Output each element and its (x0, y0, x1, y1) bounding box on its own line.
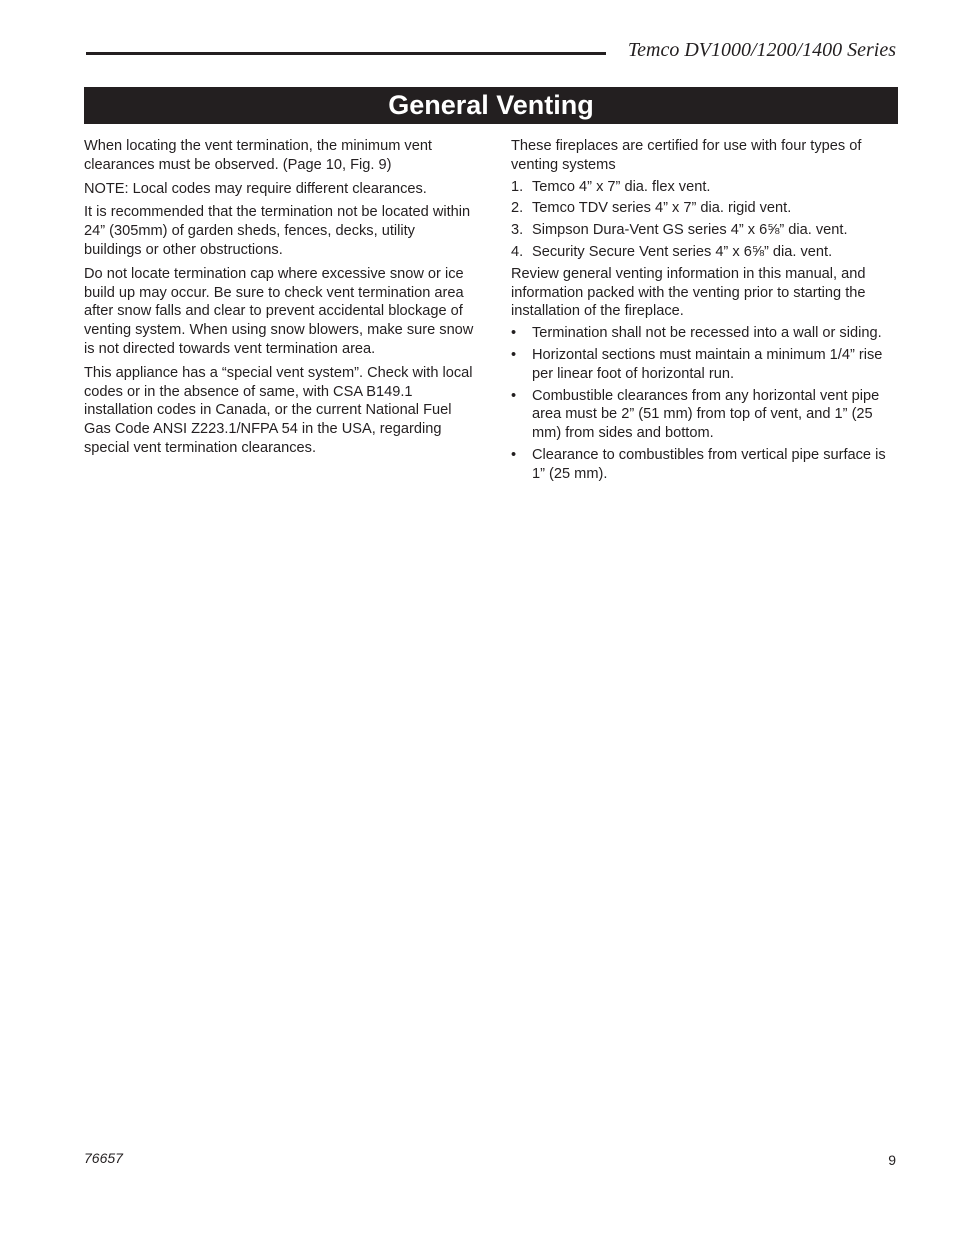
paragraph-local-codes-note: NOTE: Local codes may require different clearances. (84, 180, 427, 197)
header-title: Temco DV1000/1200/1400 Series (627, 39, 896, 61)
header-rule (86, 52, 606, 55)
page-number: 9 (888, 1152, 896, 1168)
list-item-text: Temco TDV series 4” x 7” dia. rigid vent. (532, 200, 792, 217)
paragraph-snow-warning: Do not locate termination cap where excessive snow or ice build up may occur. Be sure to check vent termination area after snow falls and clear to prevent accidental blockage of venting system. When using snow blowers, make sure snow is not directed towards vent termination area. (84, 265, 474, 357)
right-column (511, 137, 901, 487)
list-item-text: Horizontal sections must maintain a minimum 1/4” rise per linear foot of horizontal run. (532, 346, 883, 382)
list-item-text: Clearance to combustibles from vertical pipe surface is 1” (25 mm). (532, 446, 886, 482)
list-item-text: Temco 4” x 7” dia. flex vent. (532, 178, 711, 195)
venting-rules-list (511, 324, 901, 483)
list-item-text: Termination shall not be recessed into a wall or siding. (532, 325, 882, 342)
paragraph-special-vent-system: This appliance has a “special vent system”. Check with local codes or in the absence of same, with CSA B149.1 installation codes in Canada, or the current National Fuel Gas Code ANSI Z223.1/NFPA 54 in the USA, regarding special vent termination clearances. (84, 364, 473, 456)
paragraph-venting-intro: These fireplaces are certified for use with four types of venting systems (511, 138, 862, 173)
list-item (511, 243, 901, 262)
list-number: 1. (511, 178, 524, 195)
list-item (511, 324, 901, 343)
list-number: 2. (511, 200, 524, 217)
bullet-marker: • (511, 446, 517, 463)
paragraph-review-info: Review general venting information in this manual, and information packed with the venting prior to starting the installation of the fireplace. (511, 265, 866, 320)
list-item (511, 221, 901, 240)
bullet-marker: • (511, 325, 517, 342)
section-title: General Venting (84, 87, 898, 124)
list-item (511, 346, 901, 384)
list-number: 3. (511, 222, 524, 239)
bullet-marker: • (511, 387, 517, 404)
list-item (511, 178, 901, 197)
paragraph-vent-clearances: When locating the vent termination, the minimum vent clearances must be observed. (Page 10, Fig. 9) (84, 138, 432, 173)
list-item-text: Simpson Dura-Vent GS series 4” x 6⅝” dia. vent. (532, 222, 848, 239)
bullet-marker: • (511, 346, 517, 363)
venting-types-list (511, 178, 901, 262)
left-column (84, 137, 474, 463)
list-item (511, 446, 901, 484)
paragraph-termination-location: It is recommended that the termination not be located within 24” (305mm) of garden sheds, fences, decks, utility buildings or other obstructions. (84, 204, 471, 258)
list-number: 4. (511, 243, 524, 260)
list-item-text: Security Secure Vent series 4” x 6⅝” dia. vent. (532, 243, 833, 260)
list-item (511, 199, 901, 218)
doc-number: 76657 (84, 1150, 123, 1166)
list-item (511, 387, 901, 443)
list-item-text: Combustible clearances from any horizontal vent pipe area must be 2” (51 mm) from top of vent, and 1” (25 mm) from sides and bottom. (532, 387, 880, 442)
